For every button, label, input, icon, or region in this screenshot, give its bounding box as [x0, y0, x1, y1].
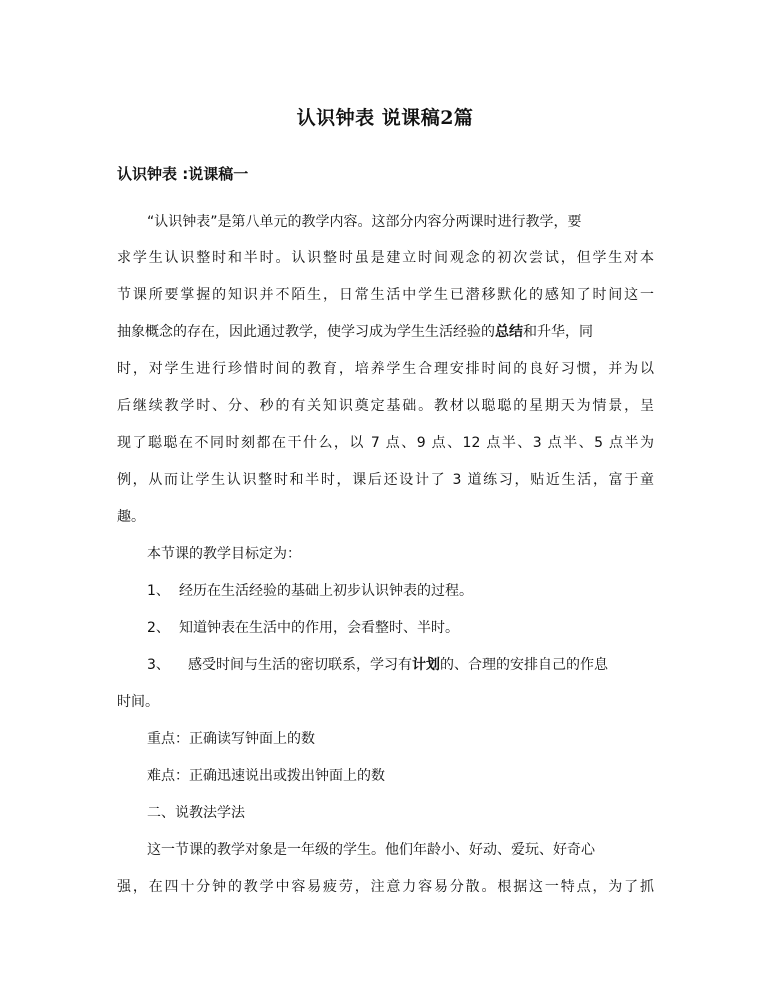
bold-term: 计划 [412, 657, 440, 673]
paragraph-text: 抽象概念的存在，因此通过教学，使学习成为学生生活经验的 [117, 324, 495, 340]
section-heading-2: 二、说教法学法 [147, 805, 245, 821]
paragraph-line: 时，对学生进行珍惜时间的教育，培养学生合理安排时间的良好习惯，并为以 [117, 361, 654, 377]
list-number: 2、 [147, 620, 170, 636]
difficult-point: 难点：正确迅速说出或拨出钟面上的数 [147, 768, 385, 784]
list-text: 经历在生活经验的基础上初步认识钟表的过程。 [179, 583, 473, 599]
paragraph-line: 例，从而让学生认识整时和半时，课后还设计了 3 道练习，贴近生活，富于童 [117, 472, 654, 488]
paragraph-line: 趣。 [117, 509, 145, 525]
list-number: 3、 [147, 657, 170, 673]
paragraph-line: 强，在四十分钟的教学中容易疲劳，注意力容易分散。根据这一特点，为了抓 [117, 879, 654, 895]
paragraph-line: 这一节课的教学对象是一年级的学生。他们年龄小、好动、爱玩、好奇心 [147, 842, 595, 858]
paragraph-line [117, 323, 593, 341]
goals-intro: 本节课的教学目标定为： [147, 546, 301, 562]
paragraph-line: 节课所要掌握的知识并不陌生，日常生活中学生已潜移默化的感知了时间这一 [117, 287, 654, 303]
list-text: 感受时间与生活的密切联系，学习有 [188, 657, 412, 673]
bold-term: 总结 [495, 324, 523, 340]
list-item [147, 619, 459, 637]
paragraph-line: 后继续教学时、分、秒的有关知识奠定基础。教材以聪聪的星期天为情景，呈 [117, 398, 654, 414]
paragraph-text: 和升华，同 [523, 324, 593, 340]
paragraph-line: 现了聪聪在不同时刻都在干什么，以 7 点、9 点、12 点半、3 点半、5 点半为 [117, 435, 654, 451]
list-text: 知道钟表在生活中的作用，会看整时、半时。 [179, 620, 459, 636]
list-item [147, 656, 608, 674]
section-heading: 认识钟表 :说课稿一 [117, 165, 249, 183]
list-number: 1、 [147, 583, 170, 599]
list-item [147, 582, 473, 600]
list-item-continuation: 时间。 [117, 694, 159, 710]
key-point: 重点：正确读写钟面上的数 [147, 731, 315, 747]
page-title: 认识钟表 说课稿2篇 [296, 107, 474, 129]
paragraph-line: “认识钟表”是第八单元的教学内容。这部分内容分两课时进行教学，要 [147, 214, 582, 230]
paragraph-line: 求学生认识整时和半时。认识整时虽是建立时间观念的初次尝试，但学生对本 [117, 250, 654, 266]
list-text: 的、合理的安排自己的作息 [440, 657, 608, 673]
